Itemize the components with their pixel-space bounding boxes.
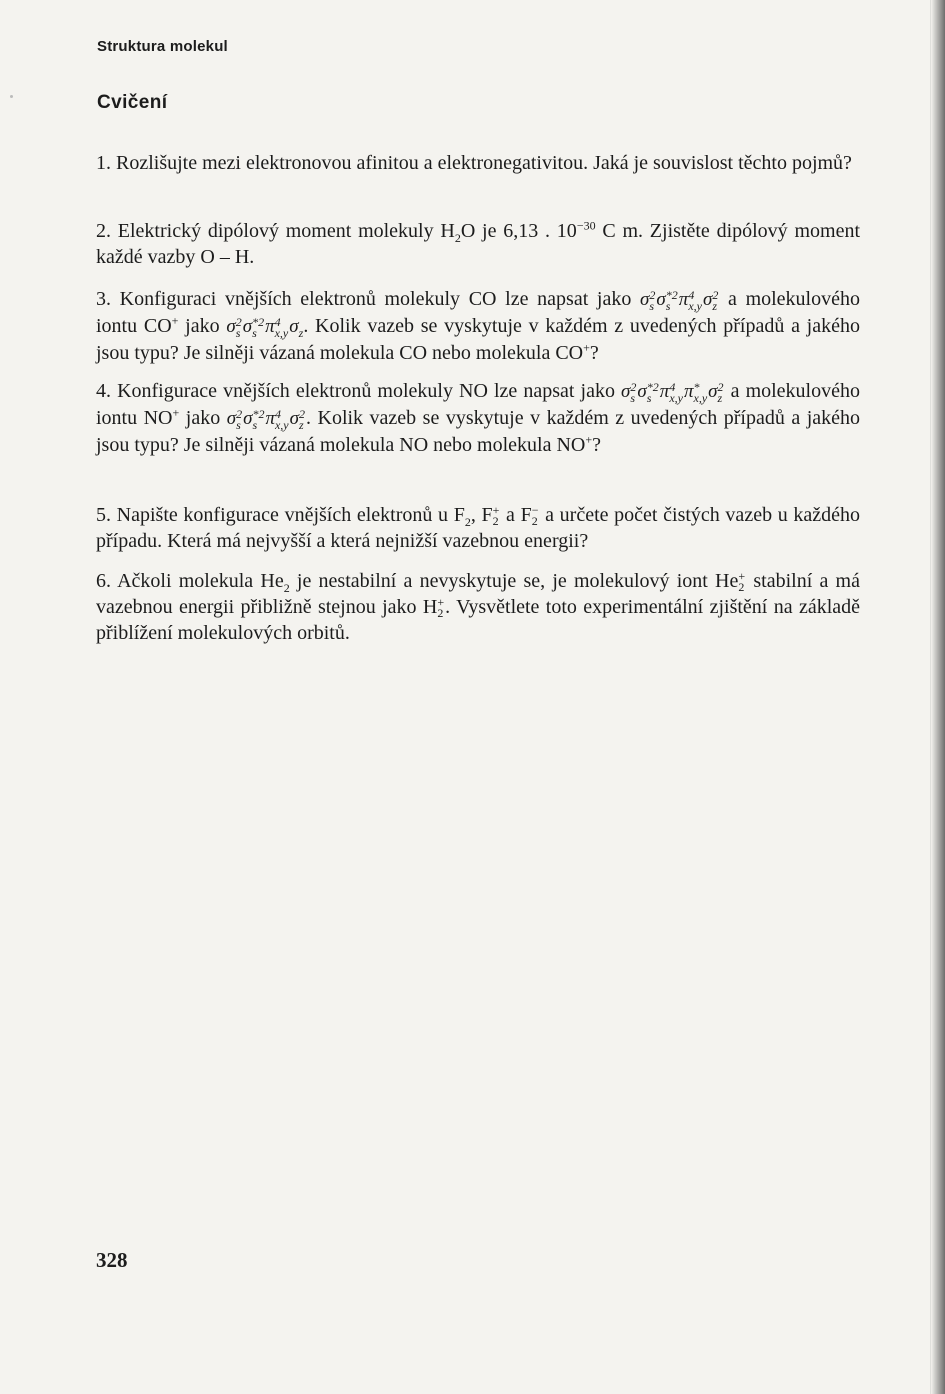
- superscript: +: [583, 340, 590, 355]
- subscript: 2: [454, 231, 461, 245]
- no-configuration-formula: σ 2 s σ *2 s π 4 x,y π * x,y σ 2 z: [621, 379, 724, 405]
- exercise-number: 2.: [96, 220, 111, 242]
- h2-cation-index: + 2: [437, 595, 445, 621]
- page-number: 328: [96, 1248, 128, 1272]
- exercise-text: stabilní a má vazebnou energii přibližně stejnou jako H: [96, 570, 860, 618]
- exercise-text: Ačkoli molekula He: [117, 570, 284, 592]
- exercise-5: [96, 502, 860, 554]
- exercise-text: jako: [179, 407, 227, 429]
- exercise-2: [96, 218, 860, 270]
- section-title: Cvičení: [97, 92, 168, 113]
- exercise-number: 4.: [96, 380, 111, 402]
- superscript: −30: [576, 218, 596, 233]
- he2-cation-index: + 2: [738, 569, 746, 595]
- subscript: 2: [283, 581, 290, 595]
- exercise-text: a určete počet čistých vazeb u každého případu. Která má nejvyšší a která nejnižší vazebnou energii?: [96, 504, 861, 552]
- exercise-text: a molekulového iontu NO: [96, 380, 860, 429]
- exercise-number: 3.: [96, 288, 111, 310]
- co-configuration-formula: σ 2 s σ *2 s π 4 x,y σ 2 z: [640, 287, 719, 313]
- exercise-number: 5.: [96, 504, 111, 526]
- exercise-text: a molekulového iontu CO: [96, 288, 860, 337]
- f2-anion-index: − 2: [531, 503, 539, 529]
- paper-speck: [10, 95, 13, 98]
- exercise-text: Napište konfigurace vnějších elektronů u F: [116, 504, 465, 526]
- exercise-text: . Kolik vazeb se vyskytuje v každém z uvedených případů a jakého jsou typu? Je silněji vázaná molekula NO nebo molekula NO: [96, 407, 861, 456]
- exercise-text: jako: [178, 315, 227, 337]
- exercise-text: Elektrický dipólový moment molekuly H: [117, 220, 455, 242]
- exercise-1: [96, 150, 860, 176]
- exercise-3: [96, 286, 860, 366]
- exercise-text: C m. Zjistěte dipólový moment každé vazby O – H.: [96, 220, 860, 268]
- superscript: +: [171, 313, 179, 328]
- no-ion-configuration-formula: σ 2 s σ *2 s π 4 x,y σ 2 z: [226, 406, 306, 432]
- exercise-number: 6.: [96, 570, 111, 592]
- exercise-text: Konfigurace vnějších elektronů molekuly NO lze napsat jako: [117, 380, 622, 402]
- exercise-number: 1.: [96, 152, 111, 174]
- exercise-text: a F: [500, 504, 532, 526]
- exercise-text: O je 6,13 . 10: [460, 220, 577, 242]
- exercise-text: Rozlišujte mezi elektronovou afinitou a elektronegativitou. Jaká je souvislost těchto pojmů?: [116, 152, 852, 174]
- exercise-6: [96, 568, 860, 646]
- exercise-text: , F: [470, 504, 493, 526]
- f2-cation-index: + 2: [492, 503, 500, 529]
- page-binding-shadow: [931, 0, 945, 1394]
- exercise-4: [96, 378, 860, 458]
- superscript: +: [172, 405, 180, 420]
- superscript: +: [585, 432, 593, 447]
- exercise-text: ?: [592, 434, 601, 456]
- exercise-text: . Vysvětlete toto experimentální zjištění na základě přiblížení molekulových orbitů.: [96, 596, 861, 644]
- co-ion-configuration-formula: σ 2 s σ *2 s π 4 x,y $\sigma_z$: [226, 314, 304, 340]
- exercise-text: je nestabilní a nevyskytuje se, je molekulový iont He: [289, 570, 739, 592]
- subscript: 2: [464, 515, 471, 529]
- running-head: Struktura molekul: [97, 38, 228, 55]
- exercise-text: . Kolik vazeb se vyskytuje v každém z uvedených případů a jakého jsou typu? Je silněji vázaná molekula CO nebo molekula CO: [96, 315, 860, 364]
- exercise-text: Konfiguraci vnějších elektronů molekuly CO lze napsat jako: [119, 288, 641, 310]
- exercise-text: ?: [589, 342, 599, 364]
